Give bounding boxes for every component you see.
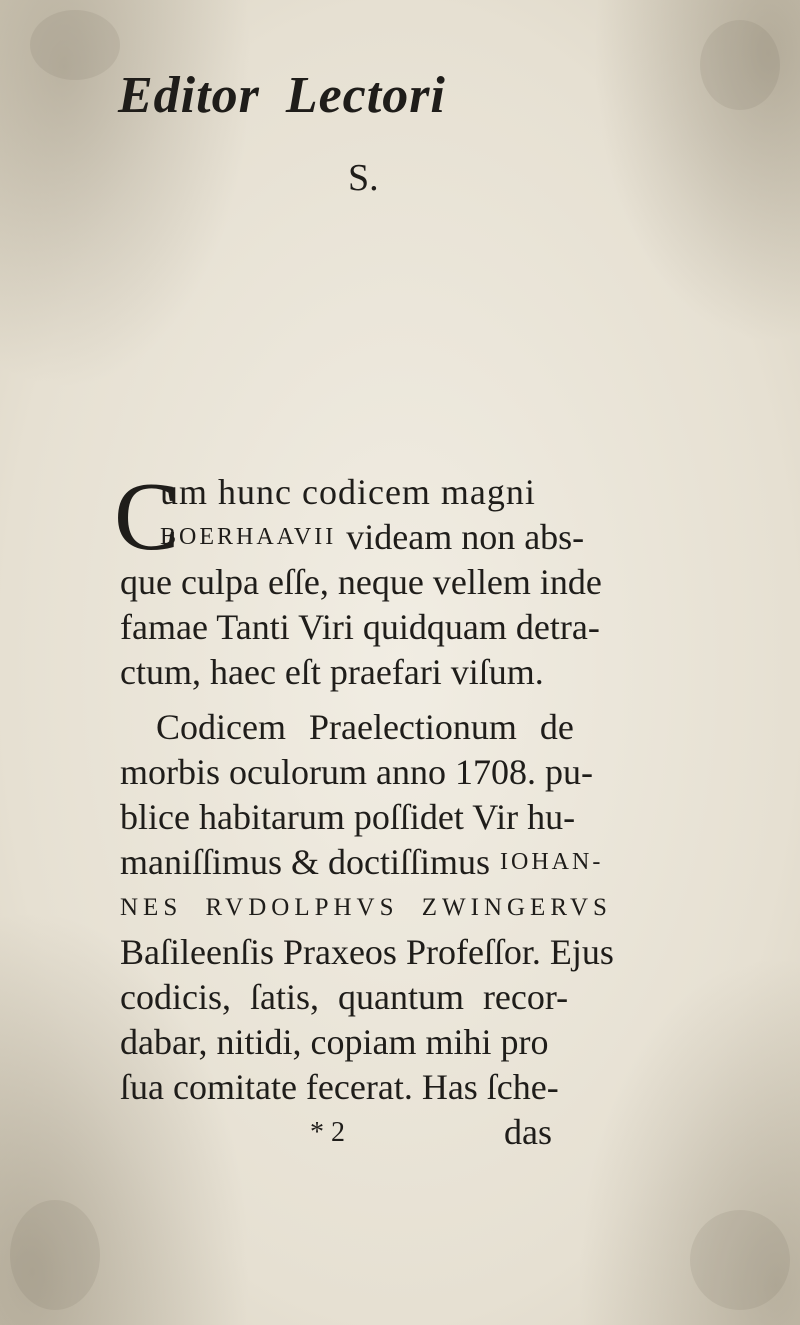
text-line-content: morbis oculorum anno 1708. pu- [120, 752, 593, 792]
heading-word-lectori: Lectori [285, 67, 446, 124]
text-line [120, 515, 585, 560]
text-line [120, 750, 593, 795]
name-smallcaps: BOERHAAVII [160, 524, 337, 550]
stain-mark [10, 1200, 100, 1310]
page-heading [118, 66, 446, 125]
text-line [120, 975, 569, 1020]
name-smallcaps: NES RVDOLPHVS ZWINGERVS [120, 894, 612, 921]
text-line-content: codicis, ſatis, quantum recor- [120, 977, 569, 1017]
stain-mark [30, 10, 120, 80]
drop-cap: C [114, 463, 180, 571]
text-line-content: dabar, nitidi, copiam mihi pro [120, 1022, 549, 1062]
signature-mark: * 2 [310, 1117, 345, 1148]
text-line [120, 470, 552, 515]
text-line-content: Codicem Praelectionum de [156, 707, 574, 747]
text-line [120, 650, 552, 695]
catchword: das [504, 1112, 552, 1152]
signature-line [120, 1110, 552, 1155]
paragraph-1 [114, 463, 602, 695]
text-line-content: videam non abs- [346, 517, 585, 557]
name-smallcaps: IOHAN- [500, 849, 604, 875]
text-line-content: Baſileenſis Praxeos Profeſſor. Ejus [120, 932, 614, 972]
text-line [120, 885, 612, 930]
text-line-content: blice habitarum poſſidet Vir hu- [120, 797, 576, 837]
salutation: S. [348, 157, 379, 199]
text-line-content: ctum, haec eſt praefari viſum. [120, 652, 544, 692]
text-line [120, 840, 604, 885]
stain-mark [690, 1210, 790, 1310]
text-line [120, 560, 602, 605]
text-line [120, 795, 576, 840]
text-line-content: ſua comitate fecerat. Has ſche- [120, 1067, 559, 1107]
text-line [120, 1065, 559, 1110]
text-line-content: famae Tanti Viri quidquam detra- [120, 607, 600, 647]
text-line [120, 930, 614, 975]
text-line-content: maniſſimus & doctiſſimus [120, 842, 491, 882]
text-line [120, 605, 600, 650]
text-line-content: que culpa eſſe, neque vellem inde [120, 562, 602, 602]
text-line [120, 1020, 552, 1065]
body-text [114, 463, 614, 1155]
paragraph-2 [120, 705, 614, 1155]
text-line [120, 705, 574, 750]
heading-word-editor: Editor [118, 67, 260, 124]
stain-mark [700, 20, 780, 110]
text-line-content: um hunc codicem magni [160, 472, 536, 512]
